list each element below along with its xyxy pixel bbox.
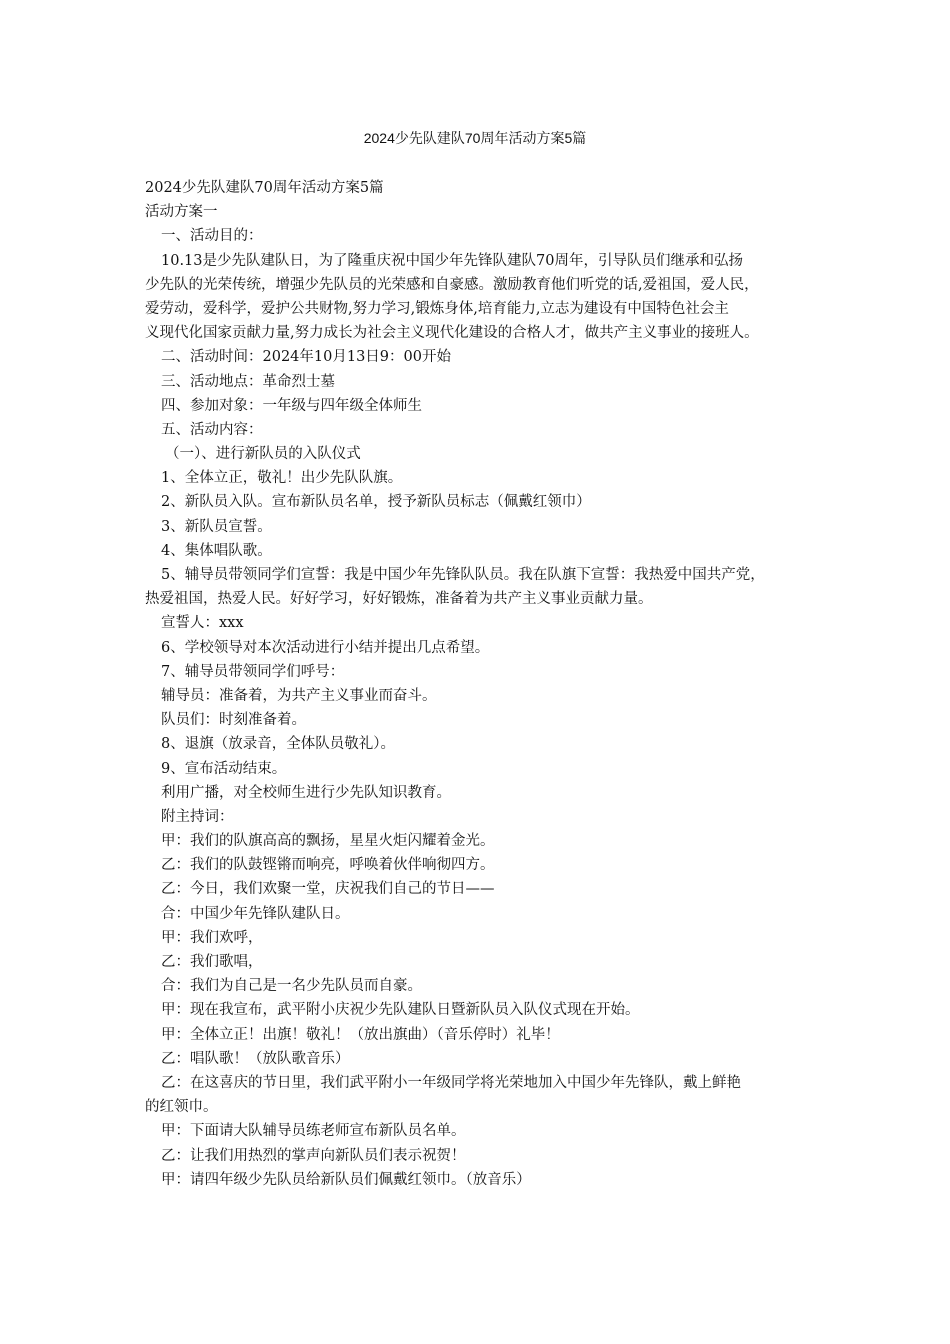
text-line: 5、辅导员带领同学们宣誓：我是中国少年先锋队队员。我在队旗下宣誓：我热爱中国共产党，	[161, 567, 765, 583]
text-line: 乙：我们歌唱，	[161, 954, 263, 970]
text-line: 7、辅导员带领同学们呼号：	[161, 663, 345, 680]
text-line: 4、集体唱队歌。	[161, 542, 272, 559]
text-line: （一）、进行新队员的入队仪式	[165, 446, 361, 463]
text-line: 热爱祖国，热爱人民。好好学习，好好锻炼，准备着为共产主义事业贡献力量。	[145, 591, 653, 608]
text-line: 2、新队员入队。宣布新队员名单，授予新队员标志（佩戴红领巾）	[161, 494, 591, 511]
text-line: 甲：我们欢呼，	[161, 929, 263, 946]
text-line: 9、宣布活动结束。	[161, 760, 287, 777]
document-body	[145, 176, 825, 1192]
text-line: 乙：唱队歌！（放队歌音乐）	[161, 1050, 350, 1067]
text-line: 甲：现在我宣布，武平附小庆祝少先队建队日暨新队员入队仪式现在开始。	[161, 1002, 640, 1019]
text-line: 1、全体立正，敬礼！出少先队队旗。	[161, 470, 403, 487]
text-line: 的红领巾。	[145, 1099, 218, 1116]
text-line: 乙：今日，我们欢聚一堂，庆祝我们自己的节日——	[161, 881, 495, 898]
text-line: 8、退旗（放录音，全体队员敬礼）。	[161, 736, 395, 753]
text-line: 一、活动目的：	[161, 228, 263, 245]
text-line: 爱劳动，爱科学，爱护公共财物,努力学习,锻炼身体,培育能力,立志为建设有中国特色社会主	[145, 300, 729, 317]
text-line: 乙：我们的队鼓铿锵而响亮，呼唤着伙伴响彻四方。	[161, 857, 495, 874]
text-line: 甲：下面请大队辅导员练老师宣布新队员名单。	[161, 1123, 466, 1140]
text-line: 合：中国少年先锋队建队日。	[161, 905, 350, 922]
text-line: 义现代化国家贡献力量,努力成长为社会主义现代化建设的合格人才，做共产主义事业的接班人。	[145, 325, 759, 342]
text-line: 辅导员：准备着，为共产主义事业而奋斗。	[161, 687, 437, 704]
text-line: 甲：请四年级少先队员给新队员们佩戴红领巾。（放音乐）	[161, 1171, 531, 1188]
text-line: 合：我们为自己是一名少先队员而自豪。	[161, 978, 422, 995]
text-line: 五、活动内容：	[161, 421, 263, 438]
text-line: 二、活动时间：2024年10月13日9：00开始	[161, 349, 451, 366]
text-line: 2024少先队建队70周年活动方案5篇	[145, 180, 384, 196]
text-line: 甲：全体立正！出旗！敬礼！（放出旗曲）（音乐停时）礼毕！	[161, 1026, 560, 1043]
text-line: 三、活动地点：革命烈士墓	[161, 373, 335, 390]
text-line: 10.13是少先队建队日，为了隆重庆祝中国少年先锋队建队70周年，引导队员们继承和弘扬	[161, 252, 743, 269]
text-line: 乙：在这喜庆的节日里，我们武平附小一年级同学将光荣地加入中国少年先锋队，戴上鲜艳	[161, 1074, 741, 1091]
text-line: 队员们：时刻准备着。	[161, 712, 306, 729]
text-line: 乙：让我们用热烈的掌声向新队员们表示祝贺！	[161, 1147, 466, 1164]
text-line: 甲：我们的队旗高高的飘扬，星星火炬闪耀着金光。	[161, 833, 495, 850]
text-line: 6、学校领导对本次活动进行小结并提出几点希望。	[161, 639, 490, 656]
text-line: 少先队的光荣传统，增强少先队员的光荣感和自豪感。激励教育他们听党的话,爱祖国，爱人民，	[145, 276, 759, 293]
text-line: 附主持词：	[161, 808, 234, 825]
text-line: 3、新队员宣誓。	[161, 518, 272, 535]
page-title: 2024少先队建队70周年活动方案5篇	[363, 130, 587, 146]
text-line: 四、参加对象：一年级与四年级全体师生	[161, 397, 422, 414]
text-line: 利用广播，对全校师生进行少先队知识教育。	[161, 784, 451, 801]
text-line: 活动方案一	[145, 204, 218, 221]
text-line: 宣誓人：xxx	[161, 615, 244, 632]
